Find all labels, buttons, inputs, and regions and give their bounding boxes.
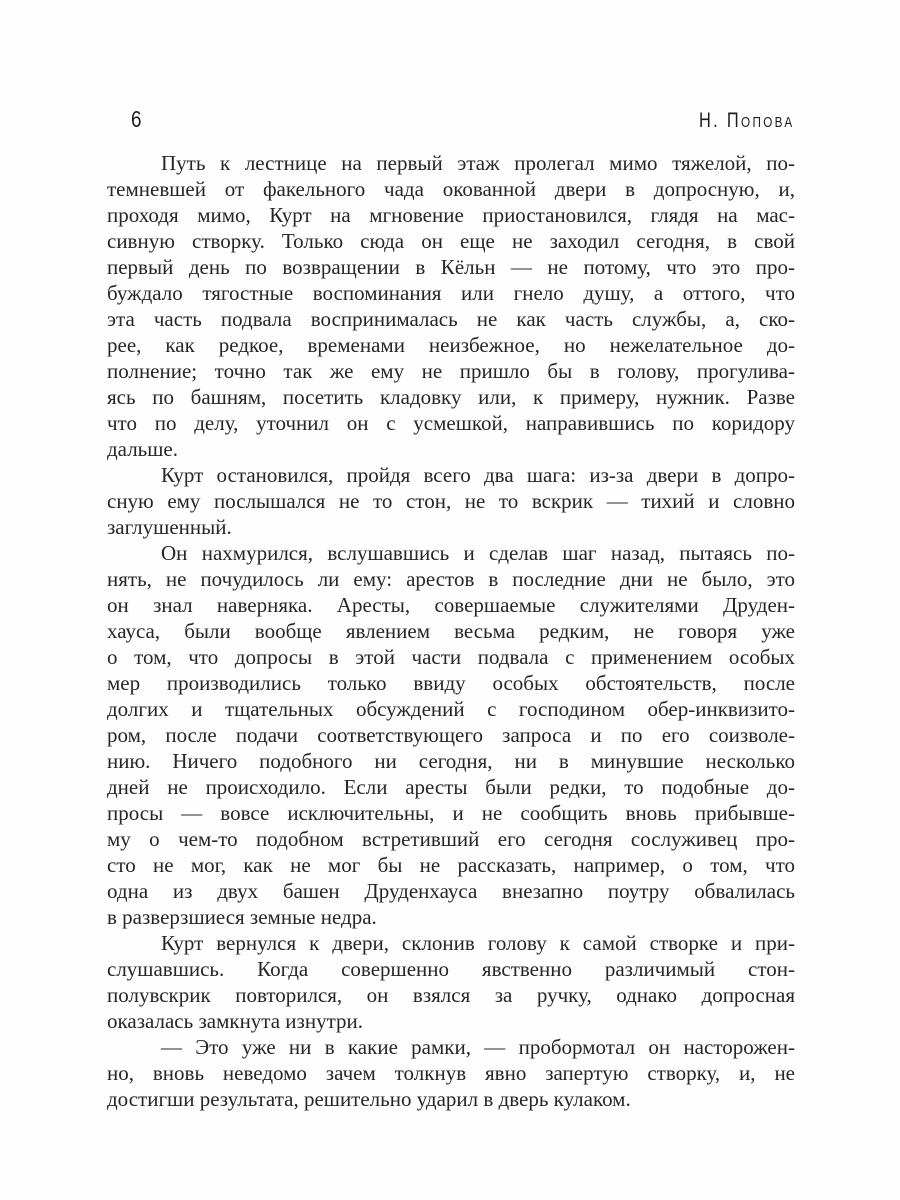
- text-line: Путь к лестнице на первый этаж пролегал мимо тяжелой, по-: [161, 151, 795, 175]
- text-line: он знал наверняка. Аресты, совершаемые служителями Друден-: [107, 593, 795, 617]
- text-line: буждало тягостные воспоминания или гнело душу, а оттого, что: [107, 281, 795, 305]
- text-line: полнение; точно так же ему не пришло бы в голову, прогулива-: [107, 359, 795, 383]
- text-line: оказалась замкнута изнутри.: [107, 1009, 363, 1033]
- text-block: [107, 150, 795, 1112]
- text-line: о том, что допросы в этой части подвала с применением особых: [107, 645, 795, 669]
- text-line: — Это уже ни в какие рамки, — пробормотал он насторожен-: [161, 1035, 795, 1059]
- text-line: эта часть подвала воспринималась не как часть службы, а, ско-: [107, 307, 795, 331]
- text-line: темневшей от факельного чада окованной двери в допросную, и,: [107, 177, 795, 201]
- page-number: 6: [131, 106, 142, 132]
- text-line: Курт остановился, пройдя всего два шага: из-за двери в допро-: [161, 463, 795, 487]
- text-line: просы — вовсе исключительны, и не сообщить вновь прибывше-: [107, 801, 795, 825]
- text-line: ром, после подачи соответствующего запроса и по его соизволе-: [107, 723, 795, 747]
- text-line: Он нахмурился, вслушавшись и сделав шаг назад, пытаясь по-: [161, 541, 795, 565]
- text-line: проходя мимо, Курт на мгновение приостановился, глядя на мас-: [107, 203, 795, 227]
- paragraph: [107, 1034, 795, 1112]
- paragraph: [107, 150, 795, 462]
- text-line: мер производились только ввиду особых обстоятельств, после: [107, 671, 795, 695]
- text-line: полувскрик повторился, он взялся за ручку, однако допросная: [107, 983, 795, 1007]
- text-line: сивную створку. Только сюда он еще не заходил сегодня, в свой: [107, 229, 795, 253]
- running-header-author: Н. Попова: [699, 109, 795, 132]
- paragraph: [107, 462, 795, 540]
- text-line: но, вновь неведомо зачем толкнув явно запертую створку, и, не: [107, 1061, 795, 1085]
- text-line: ясь по башням, посетить кладовку или, к примеру, нужник. Разве: [107, 385, 795, 409]
- text-line: Курт вернулся к двери, склонив голову к самой створке и при-: [161, 931, 795, 955]
- paragraph: [107, 540, 795, 930]
- running-header: [107, 0, 795, 134]
- text-line: сную ему послышался не то стон, не то вскрик — тихий и словно: [107, 489, 795, 513]
- text-line: рее, как редкое, временами неизбежное, но нежелательное до-: [107, 333, 795, 357]
- text-line: дней не происходило. Если аресты были редки, то подобные до-: [107, 775, 795, 799]
- text-line: дальше.: [107, 437, 178, 461]
- paragraph: [107, 930, 795, 1034]
- text-line: одна из двух башен Друденхауса внезапно поутру обвалилась: [107, 879, 795, 903]
- text-line: хауса, были вообще явлением весьма редким, не говоря уже: [107, 619, 795, 643]
- text-line: долгих и тщательных обсуждений с господином обер-инквизито-: [107, 697, 795, 721]
- text-line: нять, не почудилось ли ему: арестов в последние дни не было, это: [107, 567, 795, 591]
- text-line: му о чем-то подобном встретивший его сегодня сослуживец про-: [107, 827, 795, 851]
- text-line: заглушенный.: [107, 515, 232, 539]
- text-line: в разверзшиеся земные недра.: [107, 905, 377, 929]
- text-line: слушавшись. Когда совершенно явственно различимый стон-: [107, 957, 795, 981]
- text-line: нию. Ничего подобного ни сегодня, ни в минувшие несколько: [107, 749, 795, 773]
- text-line: достигши результата, решительно ударил в дверь кулаком.: [107, 1087, 631, 1111]
- text-line: первый день по возвращении в Кёльн — не потому, что это про-: [107, 255, 795, 279]
- text-line: сто не мог, как не мог бы не рассказать, например, о том, что: [107, 853, 795, 877]
- text-line: что по делу, уточнил он с усмешкой, направившись по коридору: [107, 411, 795, 435]
